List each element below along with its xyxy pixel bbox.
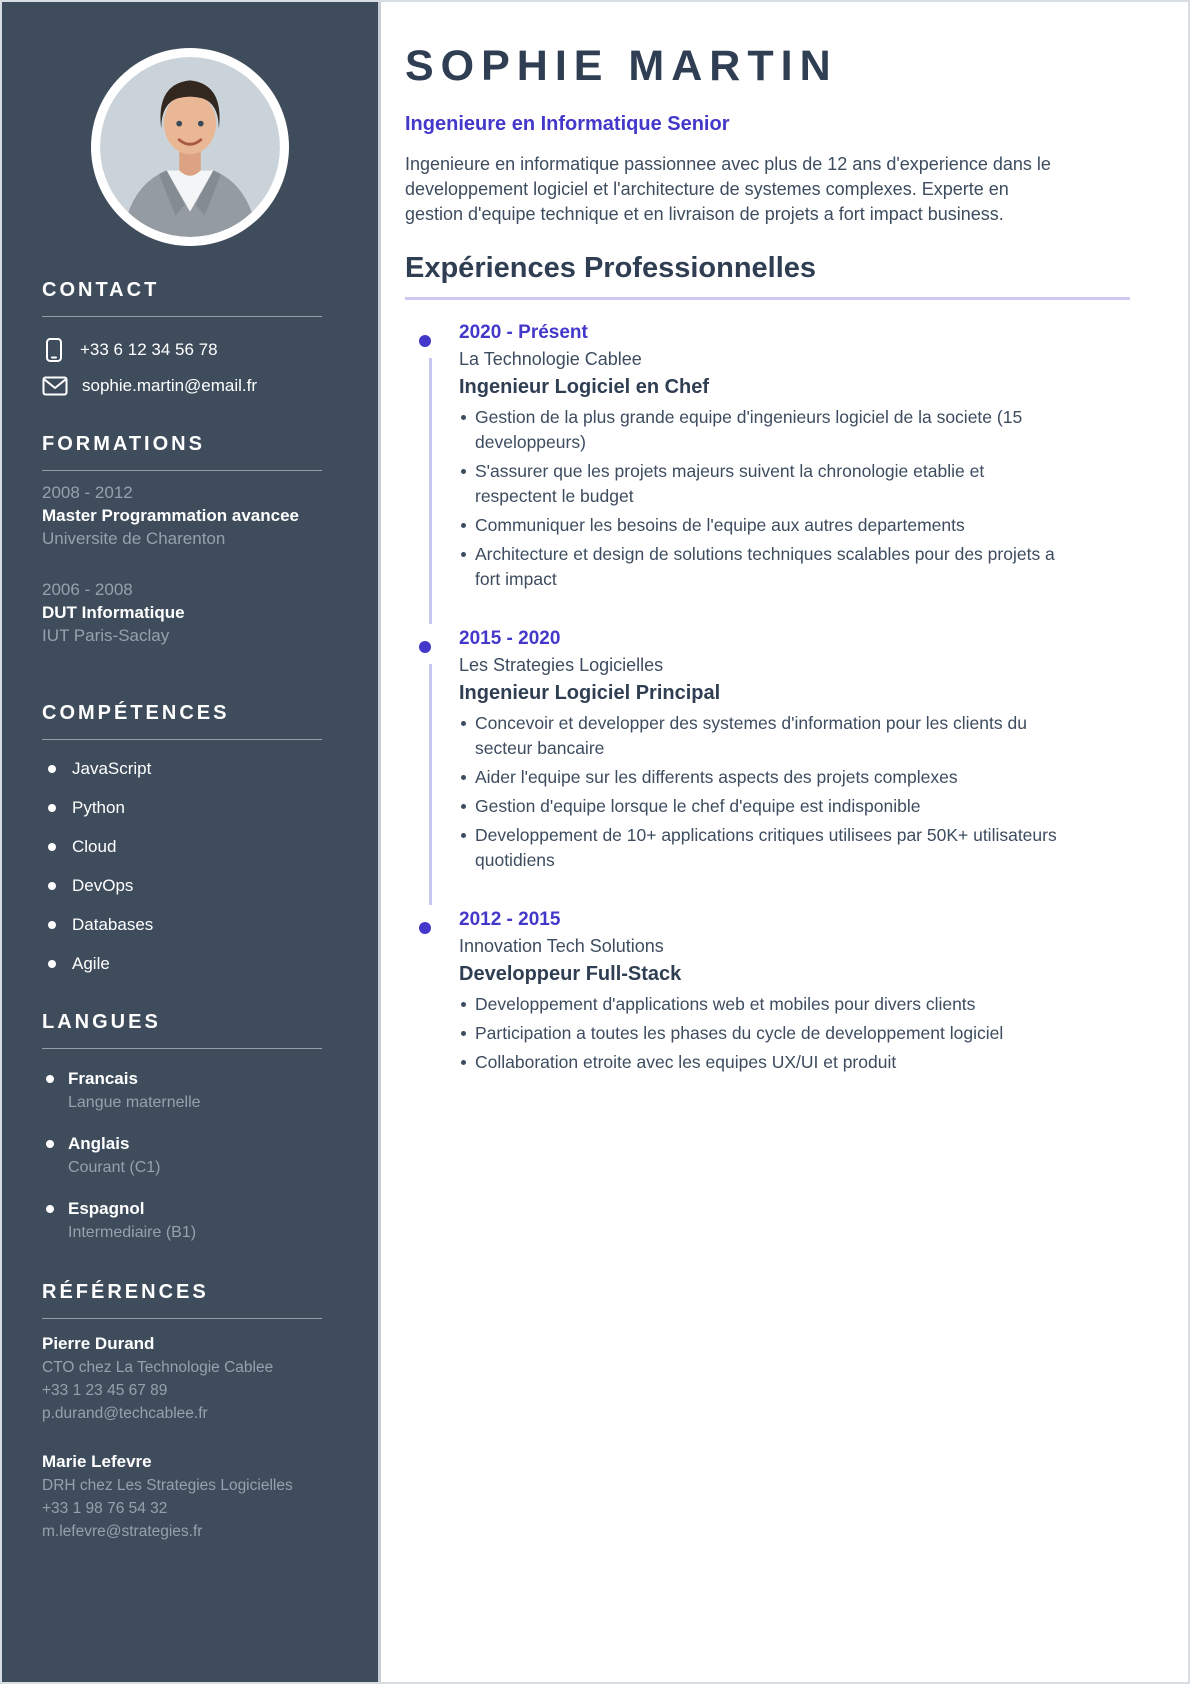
experience-bullets <box>459 711 1130 873</box>
education-period: 2008 - 2012 <box>42 483 133 502</box>
phone-icon <box>42 337 66 363</box>
reference-item <box>42 1449 322 1543</box>
education-item <box>42 578 322 647</box>
skill-item: Python <box>42 798 322 818</box>
experience-company: Innovation Tech Solutions <box>459 936 664 956</box>
experiences-heading: Expériences Professionnelles <box>405 251 1130 300</box>
experience-bullet: Concevoir et developper des systemes d'information pour les clients du secteur bancaire <box>459 711 1059 761</box>
skill-item: JavaScript <box>42 759 322 779</box>
experience-period: 2012 - 2015 <box>459 909 561 930</box>
skills-heading: COMPÉTENCES <box>42 702 230 724</box>
experience-period: 2015 - 2020 <box>459 628 561 649</box>
languages-heading: LANGUES <box>42 1011 161 1033</box>
education-period: 2006 - 2008 <box>42 580 133 599</box>
education-item <box>42 481 322 550</box>
experience-bullet: Communiquer les besoins de l'equipe aux autres departements <box>459 513 1059 538</box>
skill-item: Agile <box>42 954 322 974</box>
experience-bullet: Aider l'equipe sur les differents aspects des projets complexes <box>459 765 1059 790</box>
experience-bullet: Gestion de la plus grande equipe d'ingenieurs logiciel de la societe (15 developpeurs) <box>459 405 1059 455</box>
reference-phone: +33 1 98 76 54 32 <box>42 1500 168 1517</box>
language-name: Francais <box>68 1069 138 1088</box>
reference-name: Marie Lefevre <box>42 1452 152 1471</box>
experience-bullets <box>459 405 1130 592</box>
experience-bullet: Gestion d'equipe lorsque le chef d'equipe est indisponible <box>459 794 1059 819</box>
divider <box>42 739 322 740</box>
education-school: Universite de Charenton <box>42 529 226 548</box>
timeline-marker-icon <box>419 335 431 347</box>
portrait-illustration <box>100 57 280 237</box>
experience-bullet: Participation a toutes les phases du cycle de developpement logiciel <box>459 1021 1059 1046</box>
education-degree: Master Programmation avancee <box>42 506 299 525</box>
experience-bullets <box>459 992 1130 1075</box>
reference-email: p.durand@techcablee.fr <box>42 1405 208 1422</box>
email-row <box>42 376 322 396</box>
experience-bullet: Collaboration etroite avec les equipes UX/UI et produit <box>459 1050 1059 1075</box>
language-level: Courant (C1) <box>68 1159 161 1176</box>
formations-section <box>2 432 378 647</box>
languages-section <box>2 1010 378 1244</box>
job-title: Ingenieure en Informatique Senior <box>405 113 730 135</box>
references-section <box>2 1280 378 1543</box>
divider <box>42 470 322 471</box>
reference-phone: +33 1 23 45 67 89 <box>42 1382 168 1399</box>
experience-role: Ingenieur Logiciel Principal <box>459 682 721 704</box>
skills-section <box>2 701 378 974</box>
language-level: Langue maternelle <box>68 1094 201 1111</box>
email-value: sophie.martin@email.fr <box>82 376 258 395</box>
phone-row <box>42 337 322 363</box>
reference-email: m.lefevre@strategies.fr <box>42 1523 203 1540</box>
experience-entry <box>419 907 1130 1075</box>
experience-bullet: Developpement de 10+ applications critiques utilisees par 50K+ utilisateurs quotidiens <box>459 823 1059 873</box>
main-content <box>381 2 1188 1682</box>
profile-photo <box>91 48 289 246</box>
reference-title: CTO chez La Technologie Cablee <box>42 1359 274 1376</box>
person-name: SOPHIE MARTIN <box>405 42 838 90</box>
formations-heading: FORMATIONS <box>42 433 205 455</box>
language-item <box>42 1197 322 1244</box>
experience-role: Developpeur Full-Stack <box>459 963 682 985</box>
timeline-marker-icon <box>419 922 431 934</box>
profile-summary: Ingenieure en informatique passionnee avec plus de 12 ans d'experience dans le developpement logiciel et l'architecture de systemes complexes. Experte en gestion d'equipe technique et en livraison de projets a fort impact business. <box>405 154 1051 224</box>
language-item <box>42 1132 322 1179</box>
divider <box>42 1318 322 1319</box>
sidebar <box>2 2 381 1682</box>
education-school: IUT Paris-Saclay <box>42 626 170 645</box>
language-level: Intermediaire (B1) <box>68 1224 197 1241</box>
contact-heading: CONTACT <box>42 279 160 301</box>
language-item <box>42 1067 322 1114</box>
reference-item <box>42 1331 322 1425</box>
experience-bullet: S'assurer que les projets majeurs suivent la chronologie etablie et respectent le budget <box>459 459 1059 509</box>
divider <box>42 1048 322 1049</box>
experience-role: Ingenieur Logiciel en Chef <box>459 376 710 398</box>
language-name: Anglais <box>68 1134 130 1153</box>
language-name: Espagnol <box>68 1199 145 1218</box>
experience-bullet: Architecture et design de solutions techniques scalables pour des projets a fort impact <box>459 542 1059 592</box>
education-degree: DUT Informatique <box>42 603 185 622</box>
mail-icon <box>42 376 68 396</box>
references-heading: RÉFÉRENCES <box>42 1281 209 1303</box>
timeline-marker-icon <box>419 641 431 653</box>
experience-entry <box>419 626 1130 873</box>
experience-timeline <box>419 320 1130 1075</box>
phone-value: +33 6 12 34 56 78 <box>80 340 218 359</box>
skill-item: Databases <box>42 915 322 935</box>
experience-period: 2020 - Présent <box>459 322 588 343</box>
contact-section <box>2 278 378 396</box>
reference-title: DRH chez Les Strategies Logicielles <box>42 1477 293 1494</box>
skill-item: DevOps <box>42 876 322 896</box>
experience-company: Les Strategies Logicielles <box>459 655 664 675</box>
experience-entry <box>419 320 1130 592</box>
experience-bullet: Developpement d'applications web et mobiles pour divers clients <box>459 992 1059 1017</box>
divider <box>42 316 322 317</box>
skill-item: Cloud <box>42 837 322 857</box>
experience-company: La Technologie Cablee <box>459 349 642 369</box>
reference-name: Pierre Durand <box>42 1334 155 1353</box>
